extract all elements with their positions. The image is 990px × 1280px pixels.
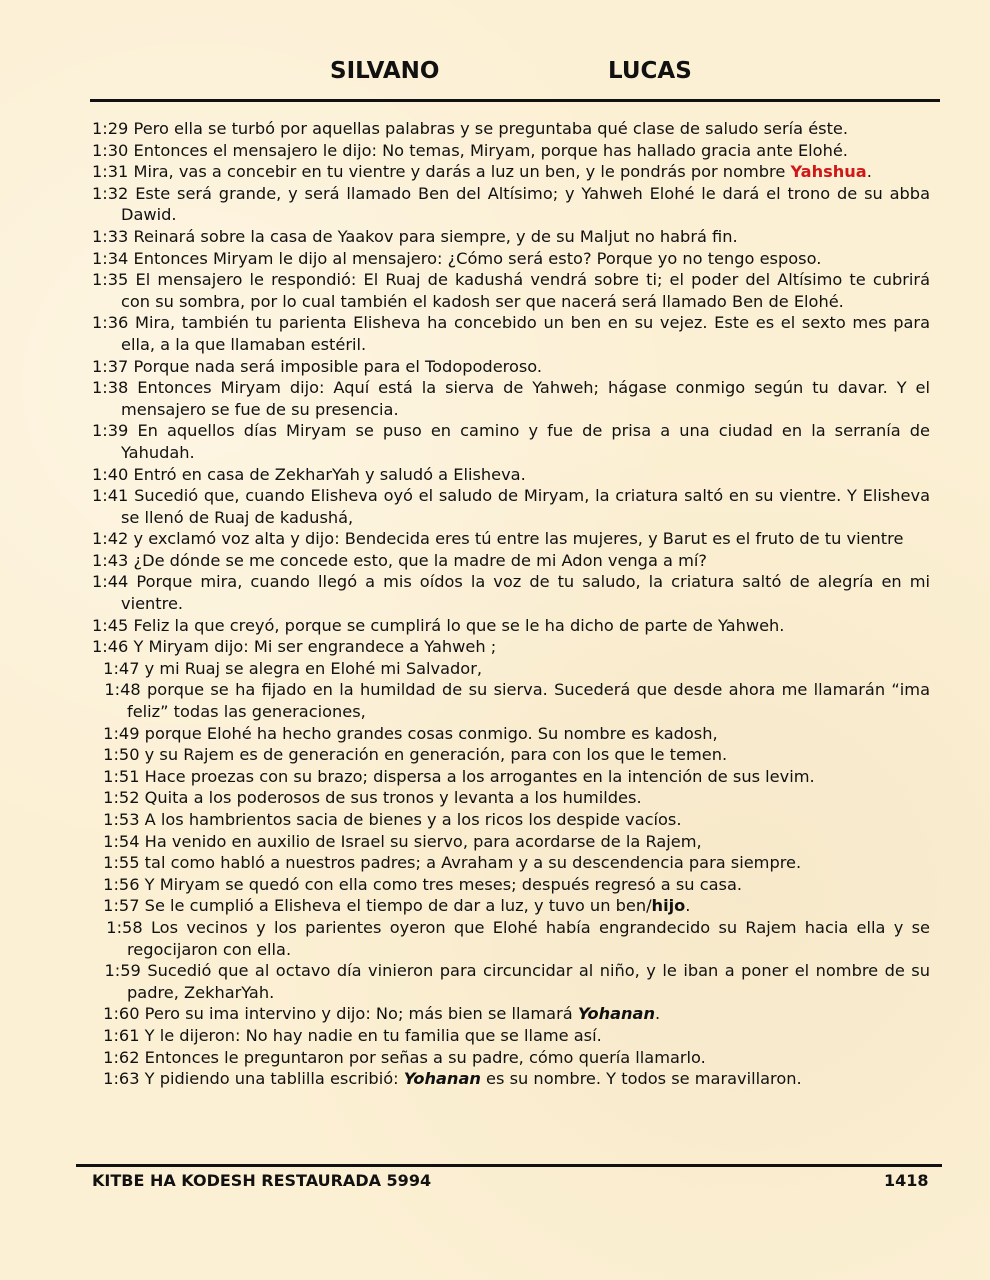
verse-1-52: 1:52 Quita a los poderosos de sus tronos y levanta a los humildes. bbox=[103, 788, 642, 808]
verse-1-45: 1:45 Feliz la que creyó, porque se cumplirá lo que se le ha dicho de parte de Yahweh. bbox=[92, 615, 785, 635]
verse-1-43: 1:43 ¿De dónde se me concede esto, que la madre de mi Adon venga a mí? bbox=[92, 550, 707, 570]
verse-1-57: 1:57 Se le cumplió a Elisheva el tiempo de dar a luz, y tuvo un ben/hijo. bbox=[103, 896, 691, 916]
verse-1-39: 1:39 En aquellos días Miryam se puso en camino y fue de prisa a una ciudad en la serranía de Yahudah. bbox=[92, 421, 930, 462]
divine-name-highlight: Yahshua bbox=[790, 162, 867, 182]
verse-1-53: 1:53 A los hambrientos sacia de bienes y a los ricos los despide vacíos. bbox=[103, 810, 682, 829]
verse-1-56: 1:56 Y Miryam se quedó con ella como tres meses; después regresó a su casa. bbox=[103, 874, 743, 894]
verse-1-35: 1:35 El mensajero le respondió: El Ruaj de kadushá vendrá sobre ti; el poder del Altísimo te cubrirá con su sombra, por lo cual también el kadosh ser que nacerá será llamado Ben de Elohé. bbox=[92, 270, 930, 311]
verse-1-62: 1:62 Entonces le preguntaron por señas a su padre, cómo quería llamarlo. bbox=[103, 1047, 706, 1067]
verse-1-29: 1:29 Pero ella se turbó por aquellas palabras y se preguntaba qué clase de saludo sería éste. bbox=[92, 119, 849, 138]
footer-title: KITBE HA KODESH RESTAURADA 5994 bbox=[92, 1171, 432, 1190]
verse-1-59: 1:59 Sucedió que al octavo día vinieron para circuncidar al niño, y le iban a poner el nombre de su padre, ZekharYah. bbox=[104, 961, 931, 1002]
header-book-title: LUCAS bbox=[608, 58, 692, 84]
verse-1-48: 1:48 porque se ha fijado en la humildad de su sierva. Sucederá que desde ahora me llamarán “ima feliz” todas las generaciones, bbox=[104, 680, 930, 722]
header-rule bbox=[90, 99, 940, 102]
verse-1-50: 1:50 y su Rajem es de generación en generación, para con los que le temen. bbox=[103, 745, 728, 765]
verse-1-44: 1:44 Porque mira, cuando llegó a mis oídos la voz de tu saludo, la criatura saltó de alegría en mi vientre. bbox=[92, 572, 930, 614]
verse-1-47: 1:47 y mi Ruaj se alegra en Elohé mi Salvador, bbox=[103, 658, 483, 678]
verse-1-58: 1:58 Los vecinos y los parientes oyeron que Elohé había engrandecido su Rajem hacia ella y se regocijaron con ella. bbox=[106, 917, 930, 959]
page-number: 1418 bbox=[884, 1171, 929, 1190]
verse-1-54: 1:54 Ha venido en auxilio de Israel su siervo, para acordarse de la Rajem, bbox=[103, 831, 702, 851]
verse-1-30: 1:30 Entonces el mensajero le dijo: No temas, Miryam, porque has hallado gracia ante Elohé. bbox=[92, 140, 848, 160]
verse-list bbox=[92, 118, 930, 1090]
verse-1-49: 1:49 porque Elohé ha hecho grandes cosas conmigo. Su nombre es kadosh, bbox=[103, 723, 718, 743]
verse-1-32: 1:32 Este será grande, y será llamado Ben del Altísimo; y Yahweh Elohé le dará el trono de su abba Dawid. bbox=[92, 183, 930, 225]
verse-1-31: 1:31 Mira, vas a concebir en tu vientre y darás a luz un ben, y le pondrás por nombre Yahshua. bbox=[92, 162, 872, 182]
footer-rule bbox=[76, 1164, 942, 1167]
verse-1-55: 1:55 tal como habló a nuestros padres; a Avraham y a su descendencia para siempre. bbox=[103, 853, 802, 873]
verse-1-37: 1:37 Porque nada será imposible para el Todopoderoso. bbox=[92, 356, 543, 376]
verse-1-61: 1:61 Y le dijeron: No hay nadie en tu familia que se llame así. bbox=[103, 1025, 602, 1045]
verse-1-51: 1:51 Hace proezas con su brazo; dispersa a los arrogantes en la intención de sus levim. bbox=[103, 766, 815, 786]
verse-1-46: 1:46 Y Miryam dijo: Mi ser engrandece a Yahweh ; bbox=[92, 637, 497, 657]
verse-1-41: 1:41 Sucedió que, cuando Elisheva oyó el saludo de Miryam, la criatura saltó en su vientre. Y Elisheva se llenó de Ruaj de kadushá, bbox=[92, 486, 930, 527]
header-left-title: SILVANO bbox=[330, 58, 440, 84]
verse-1-60: 1:60 Pero su ima intervino y dijo: No; más bien se llamará Yohanan. bbox=[103, 1004, 661, 1024]
name-emphasis: Yohanan bbox=[577, 1004, 656, 1024]
verse-1-34: 1:34 Entonces Miryam le dijo al mensajero: ¿Cómo será esto? Porque yo no tengo esposo. bbox=[92, 248, 822, 268]
verse-1-33: 1:33 Reinará sobre la casa de Yaakov para siempre, y de su Maljut no habrá fin. bbox=[92, 226, 738, 246]
page-header bbox=[90, 58, 940, 90]
name-emphasis: Yohanan bbox=[403, 1069, 481, 1089]
verse-1-63: 1:63 Y pidiendo una tablilla escribió: Yohanan es su nombre. Y todos se maravillaron. bbox=[103, 1069, 802, 1089]
emphasis-bold: hijo bbox=[651, 896, 686, 916]
verse-1-38: 1:38 Entonces Miryam dijo: Aquí está la sierva de Yahweh; hágase conmigo según tu davar. Y el mensajero se fue de su presencia. bbox=[92, 378, 930, 419]
verse-1-40: 1:40 Entró en casa de ZekharYah y saludó a Elisheva. bbox=[92, 464, 526, 484]
verse-1-42: 1:42 y exclamó voz alta y dijo: Bendecida eres tú entre las mujeres, y Barut es el fruto de tu vientre bbox=[92, 529, 904, 549]
verse-1-36: 1:36 Mira, también tu parienta Elisheva ha concebido un ben en su vejez. Este es el sexto mes para ella, a la que llamaban estéril. bbox=[92, 313, 930, 354]
